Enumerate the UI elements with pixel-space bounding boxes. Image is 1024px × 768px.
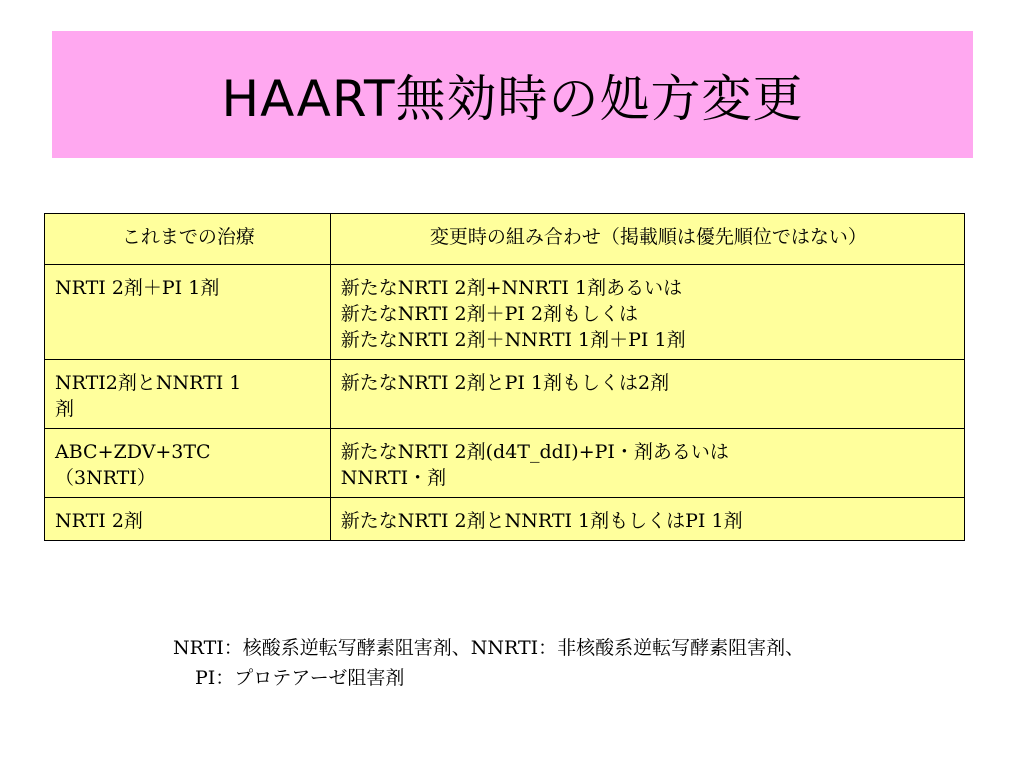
cell-line: （3NRTI） <box>55 467 156 489</box>
change-combination-cell <box>330 498 964 541</box>
current-treatment-cell <box>45 429 331 498</box>
cell-line: 新たなNRTI 2剤とPI 1剤もしくは2剤 <box>340 372 670 394</box>
cell-line: 新たなNRTI 2剤とNNRTI 1剤もしくはPI 1剤 <box>340 510 743 532</box>
header-change-combination: 変更時の組み合わせ（掲載順は優先順位ではない） <box>330 214 964 265</box>
cell-line: 新たなNRTI 2剤＋NNRTI 1剤＋PI 1剤 <box>340 329 686 351</box>
abbreviation-footnote <box>173 633 804 693</box>
footnote-line-2: PI：プロテアーゼ阻害剤 <box>195 667 405 689</box>
table-header-row <box>45 214 965 265</box>
regimen-table <box>44 213 965 541</box>
change-combination-cell <box>330 265 964 360</box>
change-combination-cell <box>330 429 964 498</box>
cell-line: 新たなNRTI 2剤＋PI 2剤もしくは <box>340 303 639 325</box>
header-current-treatment: これまでの治療 <box>45 214 331 265</box>
table-row <box>45 429 965 498</box>
change-combination-cell <box>330 360 964 429</box>
cell-line: NNRTI・剤 <box>340 467 447 489</box>
current-treatment-cell <box>45 498 331 541</box>
current-treatment-cell <box>45 360 331 429</box>
table-row <box>45 498 965 541</box>
cell-line: 新たなNRTI 2剤(d4T_ddI)+PI・剤あるいは <box>340 441 729 463</box>
cell-line: NRTI 2剤 <box>55 510 143 532</box>
cell-line: ABC+ZDV+3TC <box>55 441 211 463</box>
table-row <box>45 265 965 360</box>
current-treatment-cell <box>45 265 331 360</box>
footnote-line-1: NRTI：核酸系逆転写酵素阻害剤、NNRTI：非核酸系逆転写酵素阻害剤、 <box>173 637 805 659</box>
cell-line: NRTI2剤とNNRTI 1 <box>55 372 242 394</box>
title-banner <box>52 31 973 158</box>
cell-line: 剤 <box>55 398 75 420</box>
table-row <box>45 360 965 429</box>
slide-title: HAART無効時の処方変更 <box>221 69 804 128</box>
cell-line: 新たなNRTI 2剤+NNRTI 1剤あるいは <box>340 277 683 299</box>
cell-line: NRTI 2剤＋PI 1剤 <box>55 277 220 299</box>
